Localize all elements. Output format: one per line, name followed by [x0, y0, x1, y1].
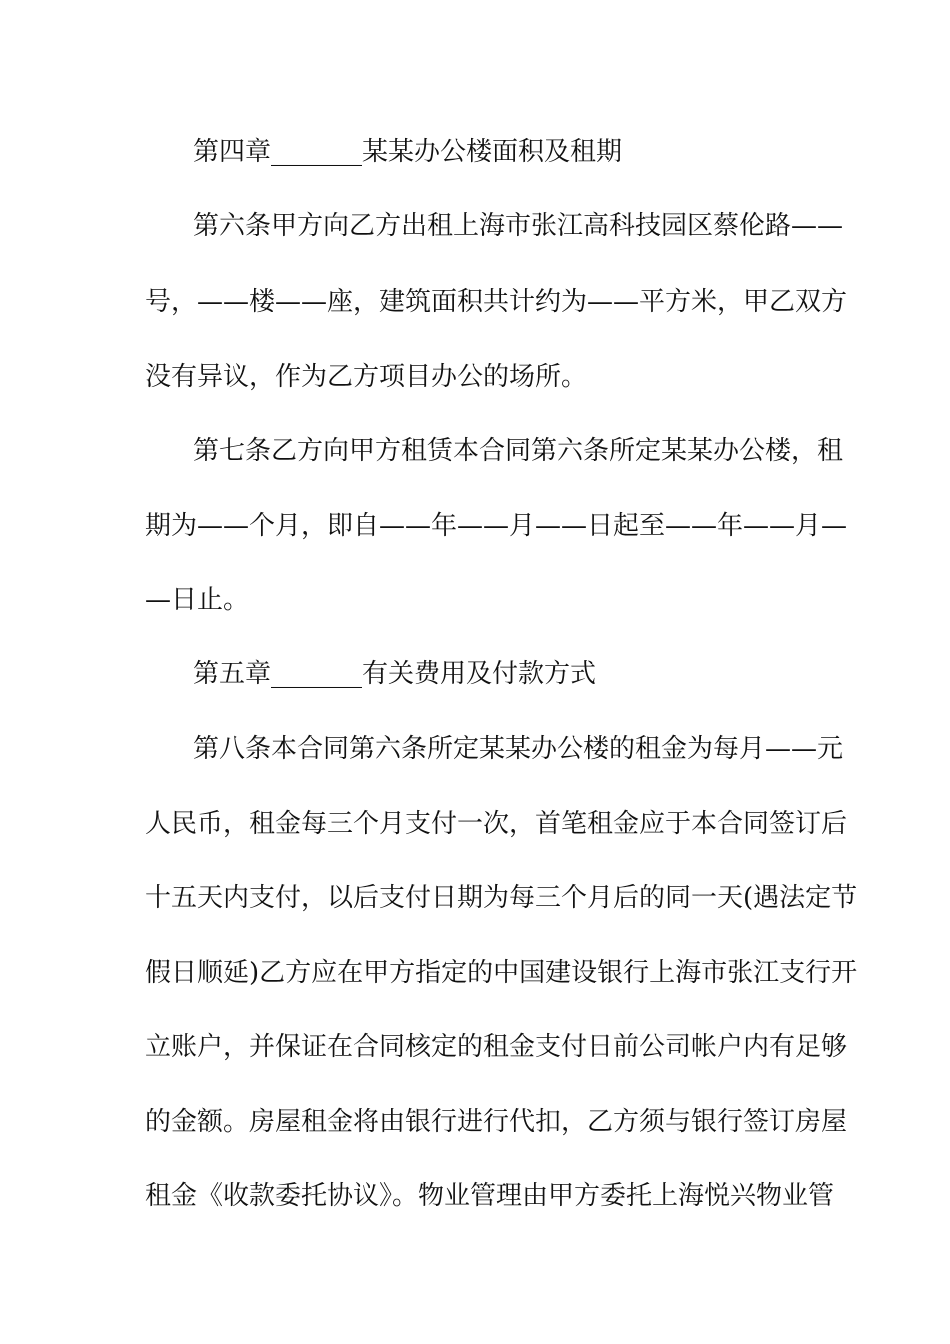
- chapter-4-heading: 第四章_______某某办公楼面积及租期: [193, 137, 623, 167]
- article-8-line-7: 租金《收款委托协议》。物业管理由甲方委托上海悦兴物业管: [145, 1181, 835, 1211]
- article-6-line-3: 没有异议，作为乙方项目办公的场所。: [145, 362, 588, 392]
- article-7-line-1: 第七条乙方向甲方租赁本合同第六条所定某某办公楼，租: [193, 436, 844, 466]
- article-8-line-6: 的金额。房屋租金将由银行进行代扣，乙方须与银行签订房屋: [145, 1107, 848, 1137]
- article-7-line-2: 期为——个月，即自——年——月——日起至——年——月—: [145, 511, 848, 541]
- article-8-line-2: 人民币，租金每三个月支付一次，首笔租金应于本合同签订后: [145, 809, 848, 839]
- article-6-line-2: 号，——楼——座，建筑面积共计约为——平方米，甲乙双方: [145, 287, 848, 317]
- article-8-line-3: 十五天内支付，以后支付日期为每三个月后的同一天(遇法定节: [145, 883, 858, 913]
- article-6-line-1: 第六条甲方向乙方出租上海市张江高科技园区蔡伦路——: [193, 211, 844, 241]
- article-8-line-1: 第八条本合同第六条所定某某办公楼的租金为每月——元: [193, 734, 844, 764]
- article-7-line-3: —日止。: [145, 585, 250, 615]
- article-8-line-5: 立账户，并保证在合同核定的租金支付日前公司帐户内有足够: [145, 1032, 848, 1062]
- article-8-line-4: 假日顺延)乙方应在甲方指定的中国建设银行上海市张江支行开: [145, 958, 858, 988]
- chapter-5-heading: 第五章_______有关费用及付款方式: [193, 659, 597, 689]
